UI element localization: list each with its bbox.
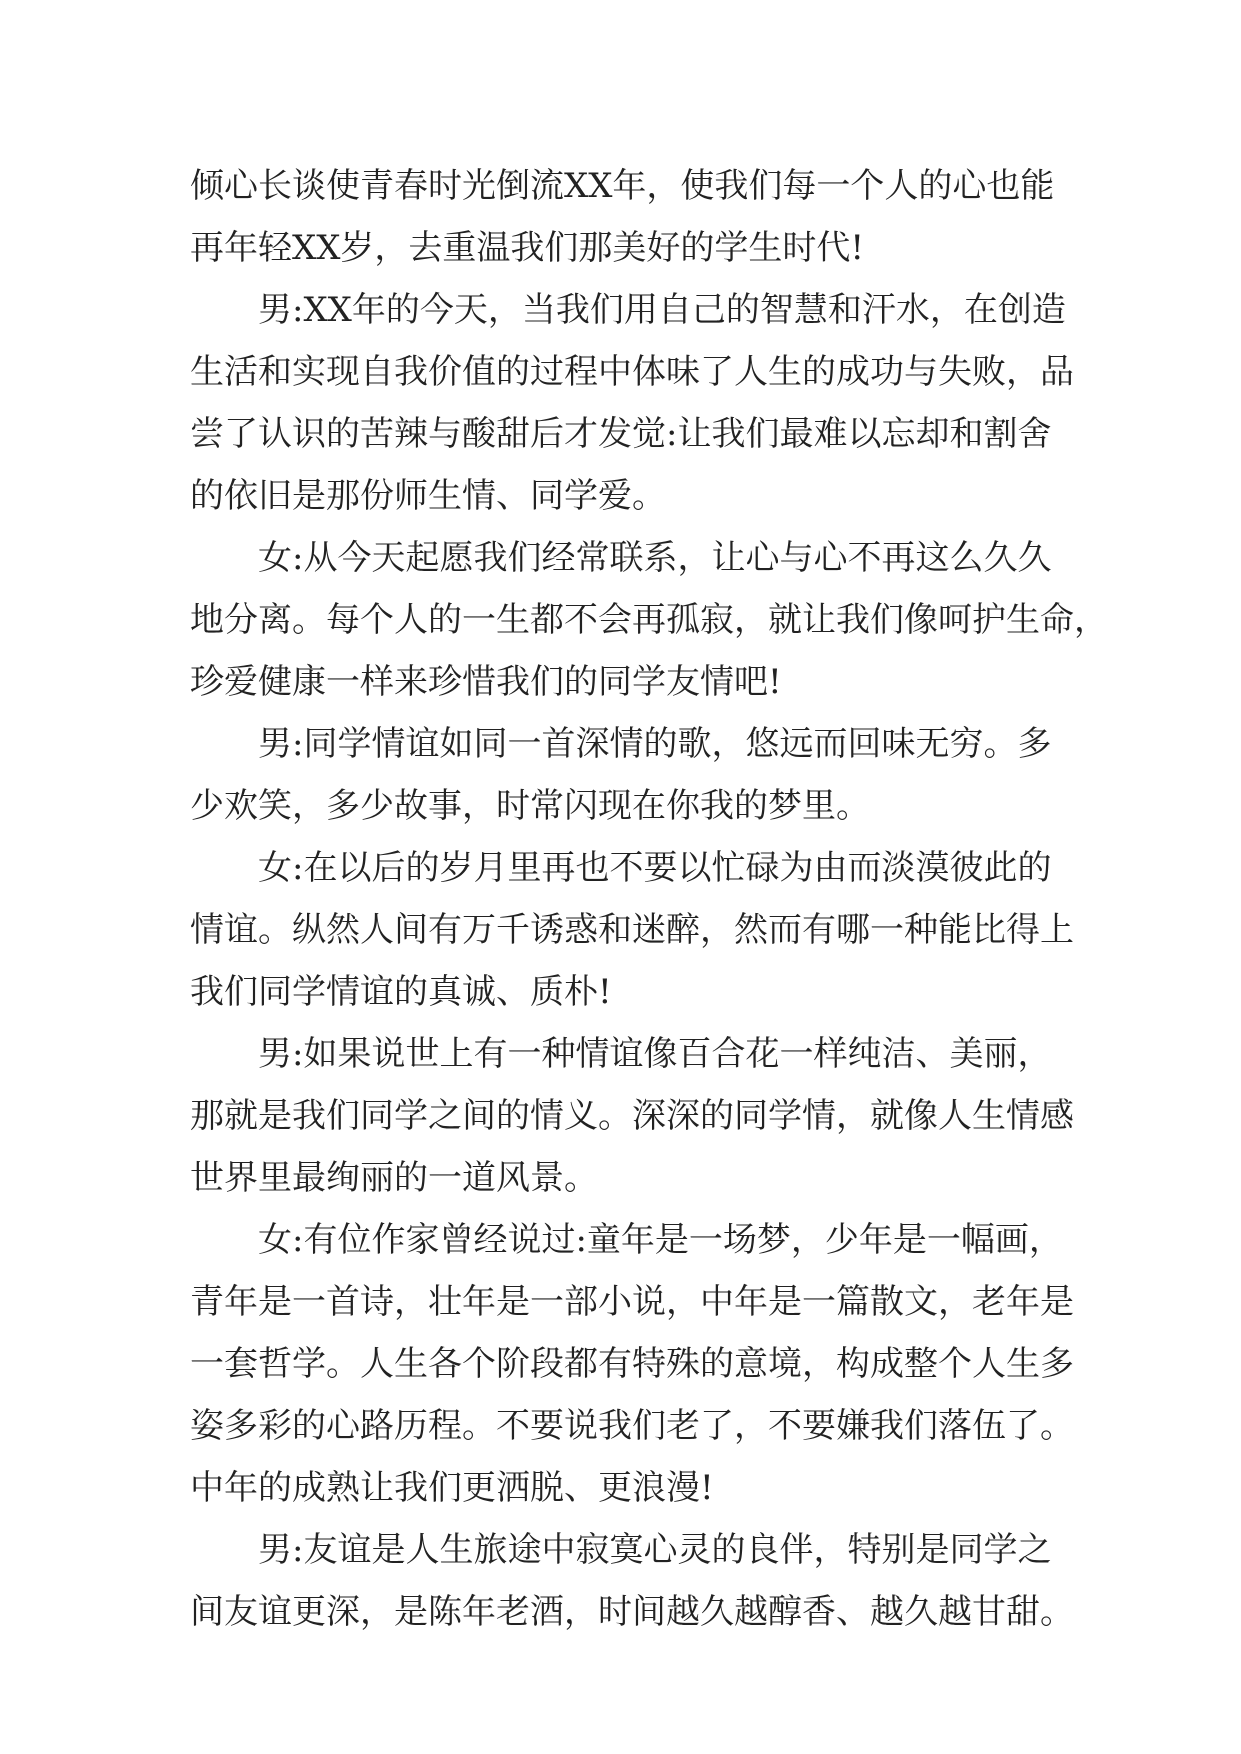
text-line: 男:友谊是人生旅途中寂寞心灵的良伴，特别是同学之 xyxy=(258,1530,1052,1570)
text-line: 尝了认识的苦辣与酸甜后才发觉:让我们最难以忘却和割舍 xyxy=(190,414,1052,454)
text-line: 男:同学情谊如同一首深情的歌，悠远而回味无穷。多 xyxy=(258,724,1052,764)
text-line: 女:在以后的岁月里再也不要以忙碌为由而淡漠彼此的 xyxy=(258,848,1052,888)
text-line: 那就是我们同学之间的情义。深深的同学情，就像人生情感 xyxy=(190,1096,1074,1136)
text-line: 再年轻XX岁，去重温我们那美好的学生时代! xyxy=(190,228,865,268)
text-line: 珍爱健康一样来珍惜我们的同学友情吧! xyxy=(190,662,782,702)
text-line: 一套哲学。人生各个阶段都有特殊的意境，构成整个人生多 xyxy=(190,1344,1074,1384)
text-line: 生活和实现自我价值的过程中体味了人生的成功与失败，品 xyxy=(190,352,1074,392)
text-line: 中年的成熟让我们更洒脱、更浪漫! xyxy=(190,1468,714,1508)
text-line: 男:如果说世上有一种情谊像百合花一样纯洁、美丽， xyxy=(258,1034,1052,1074)
text-line: 情谊。纵然人间有万千诱惑和迷醉，然而有哪一种能比得上 xyxy=(190,910,1074,950)
text-line: 的依旧是那份师生情、同学爱。 xyxy=(190,476,666,516)
text-line: 我们同学情谊的真诚、质朴! xyxy=(190,972,612,1012)
text-line: 少欢笑，多少故事，时常闪现在你我的梦里。 xyxy=(190,786,870,826)
text-line: 男:XX年的今天，当我们用自己的智慧和汗水，在创造 xyxy=(258,290,1066,330)
text-line: 倾心长谈使青春时光倒流XX年，使我们每一个人的心也能 xyxy=(190,166,1055,206)
text-line: 女:从今天起愿我们经常联系，让心与心不再这么久久 xyxy=(258,538,1052,578)
text-line: 地分离。每个人的一生都不会再孤寂，就让我们像呵护生命， xyxy=(190,600,1108,640)
document-body xyxy=(190,155,1108,1643)
text-line: 间友谊更深，是陈年老酒，时间越久越醇香、越久越甘甜。 xyxy=(190,1592,1074,1632)
text-line: 青年是一首诗，壮年是一部小说，中年是一篇散文，老年是 xyxy=(190,1282,1074,1322)
text-line: 世界里最绚丽的一道风景。 xyxy=(190,1158,598,1198)
text-line: 姿多彩的心路历程。不要说我们老了，不要嫌我们落伍了。 xyxy=(190,1406,1074,1446)
text-line: 女:有位作家曾经说过:童年是一场梦，少年是一幅画， xyxy=(258,1220,1063,1260)
